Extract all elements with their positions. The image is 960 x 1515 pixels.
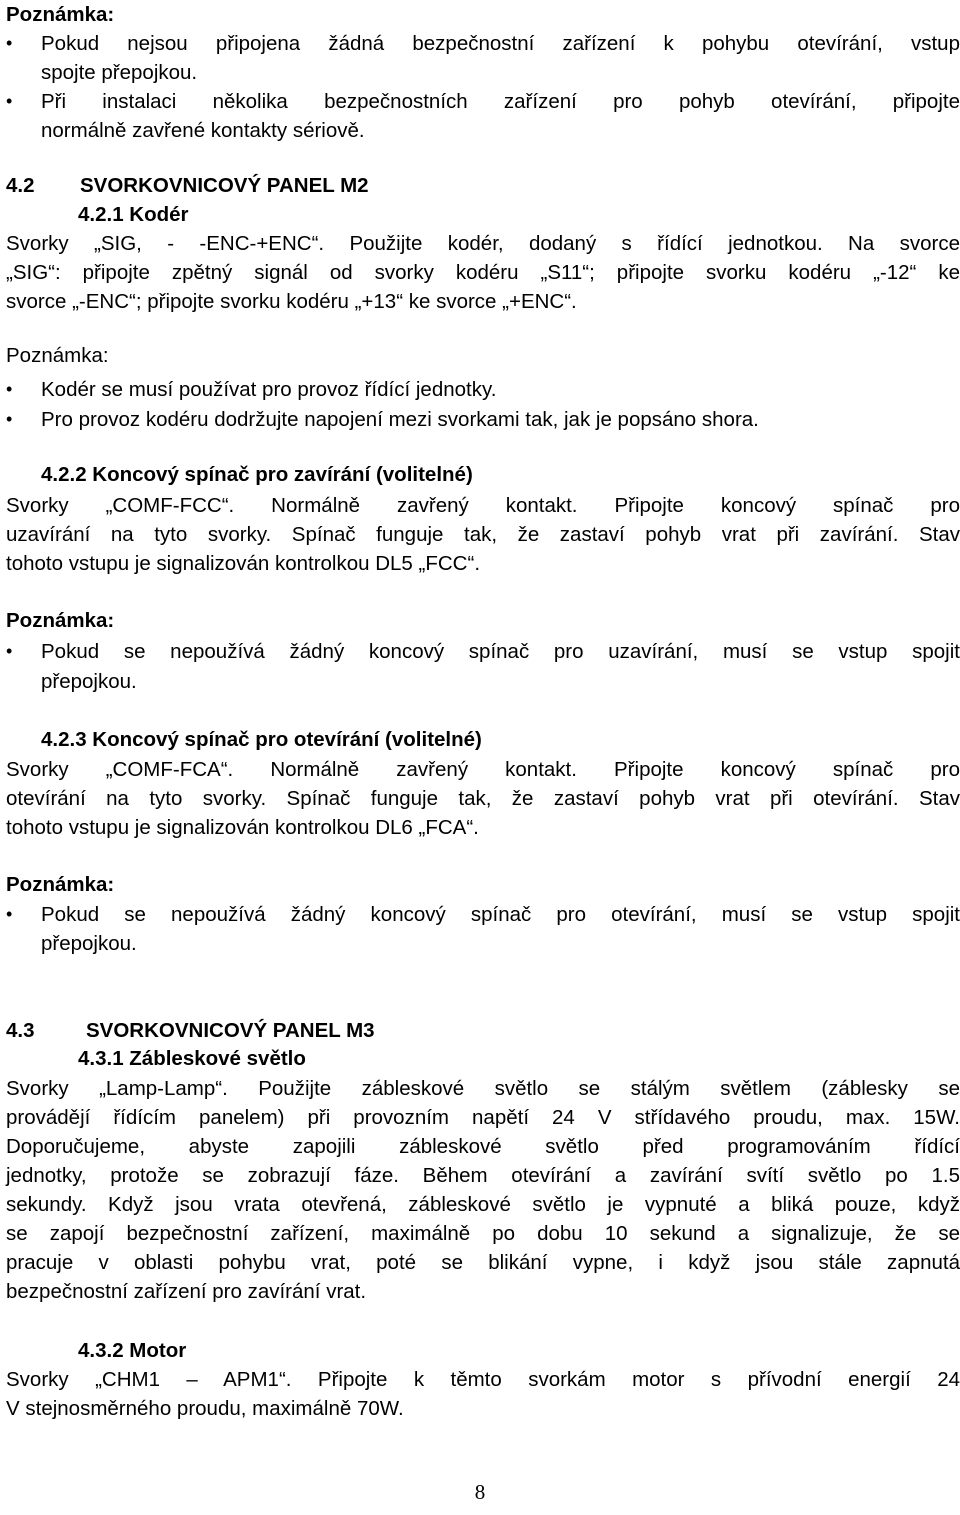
paragraph-line: Doporučujeme, abyste zapojili zábleskové světlo před programováním řídící: [6, 1135, 960, 1158]
note-label: Poznámka:: [6, 3, 115, 26]
subsection-heading: 4.3.1 Zábleskové světlo: [78, 1047, 306, 1070]
paragraph-line: bezpečnostní zařízení pro zavírání vrat.: [6, 1280, 367, 1303]
paragraph-line: otevírání na tyto svorky. Spínač funguje tak, že zastaví pohyb vrat při otevírání. Stav: [6, 787, 960, 810]
note-label: Poznámka:: [6, 873, 115, 896]
note-bullet-line: normálně zavřené kontakty sériově.: [41, 119, 365, 142]
paragraph-line: V stejnosměrného proudu, maximálně 70W.: [6, 1397, 404, 1420]
paragraph-line: uzavírání na tyto svorky. Spínač funguje tak, že zastaví pohyb vrat při zavírání. Stav: [6, 523, 960, 546]
paragraph-line: sekundy. Když jsou vrata otevřená, zábleskové světlo je vypnuté a bliká pouze, když: [6, 1193, 960, 1216]
paragraph-line: jednotky, protože se zobrazují fáze. Během otevírání a zavírání svítí světlo po 1.5: [6, 1164, 960, 1187]
bullet-icon: •: [6, 641, 13, 661]
subsection-heading: 4.2.3 Koncový spínač pro otevírání (volitelné): [41, 728, 482, 751]
paragraph-line: Svorky „CHM1 – APM1“. Připojte k těmto svorkám motor s přívodní energií 24: [6, 1368, 960, 1391]
subsection-heading: 4.3.2 Motor: [78, 1339, 187, 1362]
note-bullet-line: přepojkou.: [41, 932, 137, 955]
subsection-heading: 4.2.2 Koncový spínač pro zavírání (volitelné): [41, 463, 473, 486]
bullet-icon: •: [6, 91, 13, 111]
note-label: Poznámka:: [6, 609, 115, 632]
section-heading: SVORKOVNICOVÝ PANEL M3: [86, 1019, 375, 1042]
paragraph-line: Svorky „COMF-FCA“. Normálně zavřený kontakt. Připojte koncový spínač pro: [6, 758, 960, 781]
note-label: Poznámka:: [6, 344, 109, 367]
paragraph-line: svorce „-ENC“; připojte svorku kodéru „+13“ ke svorce „+ENC“.: [6, 290, 577, 313]
note-bullet-line: Pokud se nepoužívá žádný koncový spínač pro uzavírání, musí se vstup spojit: [41, 640, 960, 663]
note-bullet-line: Kodér se musí používat pro provoz řídící jednotky.: [41, 378, 497, 401]
bullet-icon: •: [6, 33, 13, 53]
paragraph-line: provádějí řídícím panelem) při provozním napětí 24 V střídavého proudu, max. 15W.: [6, 1106, 960, 1129]
note-bullet-line: Při instalaci několika bezpečnostních zařízení pro pohyb otevírání, připojte: [41, 90, 960, 113]
note-bullet-line: Pokud nejsou připojena žádná bezpečnostní zařízení k pohybu otevírání, vstup: [41, 32, 960, 55]
bullet-icon: •: [6, 379, 13, 399]
note-bullet-line: Pro provoz kodéru dodržujte napojení mezi svorkami tak, jak je popsáno shora.: [41, 408, 759, 431]
subsection-heading: 4.2.1 Kodér: [78, 203, 189, 226]
section-heading: SVORKOVNICOVÝ PANEL M2: [80, 174, 369, 197]
paragraph-line: tohoto vstupu je signalizován kontrolkou DL5 „FCC“.: [6, 552, 481, 575]
paragraph-line: „SIG“: připojte zpětný signál od svorky kodéru „S11“; připojte svorku kodéru „-12“ ke: [6, 261, 960, 284]
paragraph-line: pracuje v oblasti pohybu vrat, poté se blikání vypne, i když jsou stále zapnutá: [6, 1251, 960, 1274]
paragraph-line: se zapojí bezpečnostní zařízení, maximálně po dobu 10 sekund a signalizuje, že se: [6, 1222, 960, 1245]
paragraph-line: Svorky „COMF-FCC“. Normálně zavřený kontakt. Připojte koncový spínač pro: [6, 494, 960, 517]
bullet-icon: •: [6, 409, 13, 429]
bullet-icon: •: [6, 904, 13, 924]
note-bullet-line: Pokud se nepoužívá žádný koncový spínač pro otevírání, musí se vstup spojit: [41, 903, 960, 926]
section-number: 4.2: [6, 174, 35, 197]
paragraph-line: Svorky „Lamp-Lamp“. Použijte zábleskové světlo se stálým světlem (záblesky se: [6, 1077, 960, 1100]
note-bullet-line: přepojkou.: [41, 670, 137, 693]
note-bullet-line: spojte přepojkou.: [41, 61, 198, 84]
paragraph-line: tohoto vstupu je signalizován kontrolkou DL6 „FCA“.: [6, 816, 479, 839]
section-number: 4.3: [6, 1019, 35, 1042]
page-number: 8: [474, 1480, 486, 1504]
paragraph-line: Svorky „SIG, - -ENC-+ENC“. Použijte kodér, dodaný s řídící jednotkou. Na svorce: [6, 232, 960, 255]
